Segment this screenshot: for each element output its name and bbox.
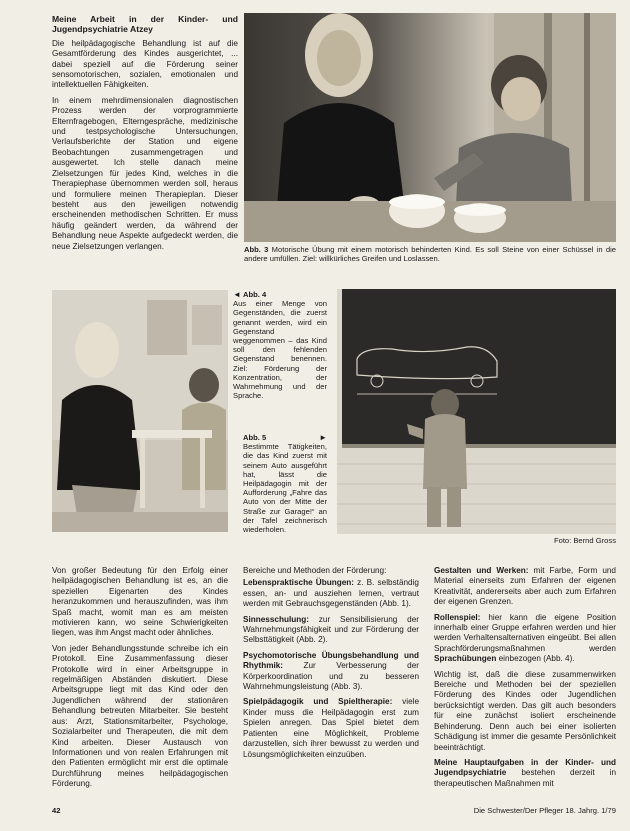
caption-fig5-text: Bestimmte Tätigkeiten, die das Kind zuerst mit seinem Auto ausgeführt hat, lässt die Heilpädagogin mit der Aufforderung „Fahre das Auto von der Mitte der Straße zur Garage!“ an der Tafel zeichnerisch wiederholen. [243, 442, 327, 535]
column-2-item-lead: Spielpädagogik und Spieltherapie: [243, 697, 393, 707]
column-3-item [434, 758, 616, 789]
photo-fig5 [337, 289, 616, 534]
caption-fig4-text: Aus einer Menge von Gegenständen, die zuerst genannt werden, wird ein Gegenstand weggenommen – das Kind soll den fehlenden Gegenstand benennen. Ziel: Förderung der Konzentration, der Wahrnehmung und der Sprache. [233, 299, 327, 401]
column-2-item [243, 651, 419, 693]
caption-fig5-arrow: ► [319, 433, 327, 442]
caption-fig5-lead: Abb. 5 [243, 433, 267, 442]
intro-heading: Meine Arbeit in der Kinder- und Jugendpsychiatrie Atzey [52, 14, 238, 35]
column-2 [243, 566, 419, 765]
caption-fig4-arrow: ◄ [233, 290, 241, 299]
photo-credit: Foto: Bernd Gross [553, 536, 616, 545]
column-3-item [434, 613, 616, 665]
column-2-item-lead: Sinnesschulung: [243, 614, 309, 624]
column-3-item-text: Wichtig ist, daß die diese zusammenwirken Bereiche und Methoden bei der speziellen Förderung des Kindes oder Jugendlichen berücksichtigt werden. Das gilt auch besonders für eine zunächst isoliert erscheinende Behinderung. Denn auch bei einer isolierten Schädigung ist immer die gesamte Persönlichkeit beeinträchtigt. [434, 669, 616, 752]
column-2-item-text: zur Sensibilisierung der Wahrnehmungsfähigkeit und zur Förderung der Selbsttätigkeit (Abb. 2). [243, 614, 419, 645]
column-3-item-lead: Meine Hauptaufgaben in der Kinder- und Jugendpsychiatrie [434, 757, 616, 778]
column-2-item-text: Zur Verbesserung der Körperkoordination und zu besseren Wahrnehmungsleistung (Abb. 3). [243, 661, 419, 692]
photo-fig4 [52, 290, 228, 532]
caption-fig4-lead: Abb. 4 [243, 290, 267, 299]
column-2-item [243, 578, 419, 609]
photo-fig3-image [244, 13, 616, 242]
column-2-item-lead: Lebenspraktische Übungen: [243, 578, 354, 588]
intro-column [52, 14, 238, 257]
column-1-paragraph: Von jeder Behandlungsstunde schreibe ich ein Protokoll. Eine Zusammenfassung dieser Protokolle wird in einer Arbeitsgruppe in regelmäßigen Abständen diskutiert. Diese Arbeitsgruppe liegt mit das Kind oder den Jugendlichen während der stationären Behandlung betreuten Mitarbeiter. Sie besteht aus: Arzt, Stationsmitarbeiter, Psychologe, Sozialarbeiter und Therapeuten, die mit dem Kind arbeiten. Dieser Austausch von Informationen und von realen Erfahrungen mit den Patienten ermöglicht mir erst die optimale Durchführung meines heilpädagogischen Förderung. [52, 643, 228, 789]
intro-paragraph: Die heilpädagogische Behandlung ist auf die Gesamtförderung des Kindes ausgerichtet, ... dabei speziell auf die Förderung seiner sensomotorischen, sozialen, emotionalen und intellektuellen Fähigkeiten. [52, 38, 238, 90]
column-3-sprach-tail: einbezogen (Abb. 4). [496, 654, 575, 664]
page-number: 42 [52, 806, 61, 815]
journal-footer: Die Schwester/Der Pfleger 18. Jahrg. 1/79 [473, 806, 616, 815]
intro-paragraph: In einem mehrdimensionalen diagnostischen Prozess werden der vorprogrammierte Elternfragebogen, Elterngespräche, medizinische und testpsychologische Untersuchungen, Verlaufsberichte der Station und eigene Beobachtungen zusammengetragen und ausgewertet. Ich stelle danach meine Zielsetzungen für jedes Kind, welches in die Therapiephase übernommen werden soll, heraus und formuliere meinen Therapieplan. Dieser besteht aus den jeweiligen notwendig erscheinenden methodischen Schritten. Er muss häufig geändert werden, da während der Behandlung neue Aspekte aufgedeckt werden, die neue Zielsetzungen verlangen. [52, 95, 238, 251]
caption-fig4 [233, 290, 327, 400]
column-3-item-lead: Rollenspiel: [434, 612, 481, 622]
column-1 [52, 566, 228, 795]
column-2-item-text: z. B. selbständig essen, an- und ausziehen lernen, vertraut werden mit Gebrauchsgegenständen (Abb. 1). [243, 578, 419, 609]
column-3 [434, 566, 616, 794]
caption-fig3-lead: Abb. 3 [244, 245, 269, 254]
column-2-item-text: viele Kinder muss die Heilpädagogin erst zum Spielen anregen. Das Spiel bietet dem Patienten eine Möglichkeit, Probleme darzustellen, sich ihrer bewusst zu werden und Lösungsmöglichkeiten einzuüben. [243, 697, 419, 759]
column-2-item [243, 697, 419, 759]
column-3-item-text: hier kann die eigene Position innerhalb einer Gruppe erfahren werden und hier werden Verhaltensalternativen eingeübt. Bei allen Sprachförderungsmaßnahmen werden [434, 612, 616, 653]
column-3-item-lead: Gestalten und Werken: [434, 566, 529, 575]
column-3-item-text: bestehen derzeit in therapeutischen Maßnahmen mit [434, 768, 616, 788]
column-2-heading: Bereiche und Methoden der Förderung: [243, 566, 387, 575]
photo-fig3 [244, 13, 616, 242]
column-1-paragraph: Von großer Bedeutung für den Erfolg einer heilpädagogischen Behandlung ist es, an die speziellen Eigenarten des Kindes heranzukommen und herauszufinden, was ihm Spaß macht, womit man es am meisten motivieren kann, wo seine Schwierigkeiten liegen, was ihm Angst macht oder ähnliches. [52, 566, 228, 638]
caption-fig3-text: Motorische Übung mit einem motorisch behinderten Kind. Es soll Steine von einer Schüssel in die andere umfüllen. Ziel: willkürliches Greifen und Loslassen. [244, 245, 616, 264]
column-3-sprach-lead: Sprachübungen [434, 654, 497, 664]
column-3-item [434, 566, 616, 608]
photo-fig4-image [52, 290, 228, 532]
caption-fig3 [244, 245, 616, 263]
photo-fig5-image [337, 289, 616, 534]
column-2-item-lead: Psychomotorische Übungsbehandlung und Rhythmik: [243, 650, 419, 671]
caption-fig5 [243, 433, 327, 534]
column-3-item [434, 670, 616, 753]
column-2-item [243, 615, 419, 646]
column-3-item-text: mit Farbe, Form und Material einerseits zum Erfahren der eigenen Kreativität, andererseits aber auch zum Erfahren der eigenen Grenzen. [434, 566, 616, 607]
